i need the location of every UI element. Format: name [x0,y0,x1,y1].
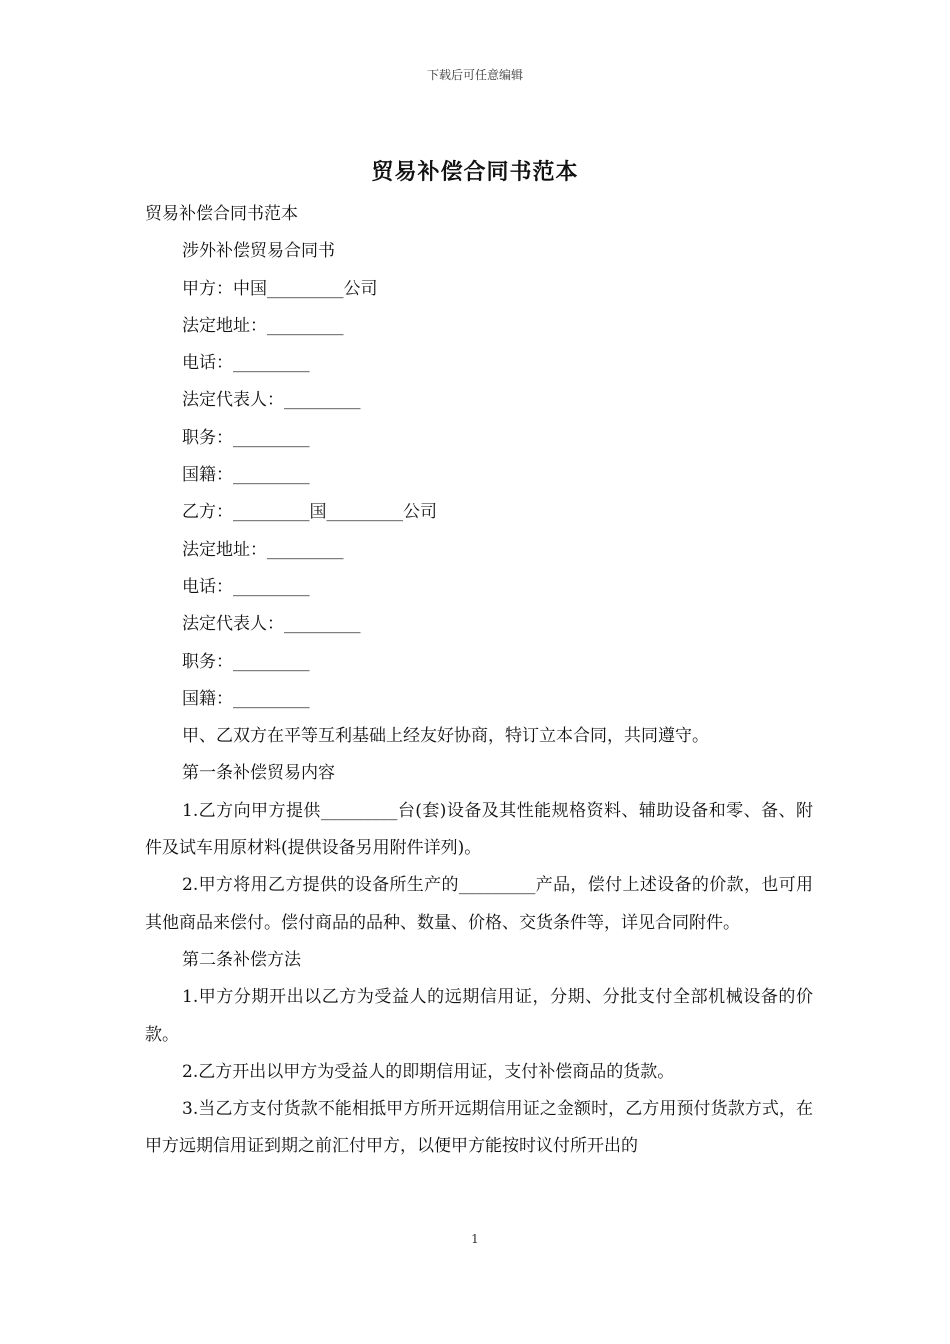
party-b-line: 乙方：_________国_________公司 [182,502,437,523]
document-title: 贸易补偿合同书范本 [371,159,579,185]
page-number: 1 [471,1232,479,1246]
article1-paragraph-2: 2.甲方将用乙方提供的设备所生产的_________产品，偿付上述设备的价款，也可用其他商品来偿付。偿付商品的品种、数量、价格、交货条件等，详见合同附件。 [145,875,813,933]
article2-paragraph-3: 3.当乙方支付货款不能相抵甲方所开远期信用证之金额时，乙方用预付货款方式，在甲方远期信用证到期之前汇付甲方，以便甲方能按时议付所开出的 [145,1099,813,1157]
document-body [145,196,813,1166]
article2-paragraph-2: 2.乙方开出以甲方为受益人的即期信用证，支付补偿商品的货款。 [182,1061,675,1082]
article2-paragraph-1: 1.甲方分期开出以乙方为受益人的远期信用证，分期、分批支付全部机械设备的价款。 [145,987,813,1045]
article1-heading: 第一条补偿贸易内容 [182,763,335,784]
document-subtitle: 贸易补偿合同书范本 [145,204,298,224]
article1-paragraph-1: 1.乙方向甲方提供_________台(套)设备及其性能规格资料、辅助设备和零、备、附件及试车用原材料(提供设备另用附件详列)。 [145,800,813,859]
party-b-position: 职务：_________ [182,651,310,672]
header-note: 下载后可任意编辑 [426,68,523,82]
party-b-representative: 法定代表人：_________ [182,614,361,635]
party-b-nationality: 国籍：_________ [182,688,310,709]
party-b-phone: 电话：_________ [182,576,310,597]
party-a-representative: 法定代表人：_________ [182,390,361,411]
party-a-line: 甲方：中国_________公司 [182,278,378,299]
article2-heading: 第二条补偿方法 [182,949,301,970]
intro-paragraph: 甲、乙双方在平等互利基础上经友好协商，特订立本合同，共同遵守。 [182,726,709,747]
party-b-address: 法定地址：_________ [182,539,344,560]
party-a-address: 法定地址：_________ [182,315,344,336]
party-a-position: 职务：_________ [182,427,310,448]
party-a-nationality: 国籍：_________ [182,465,310,486]
party-a-phone: 电话：_________ [182,353,310,374]
contract-name: 涉外补偿贸易合同书 [182,241,335,262]
